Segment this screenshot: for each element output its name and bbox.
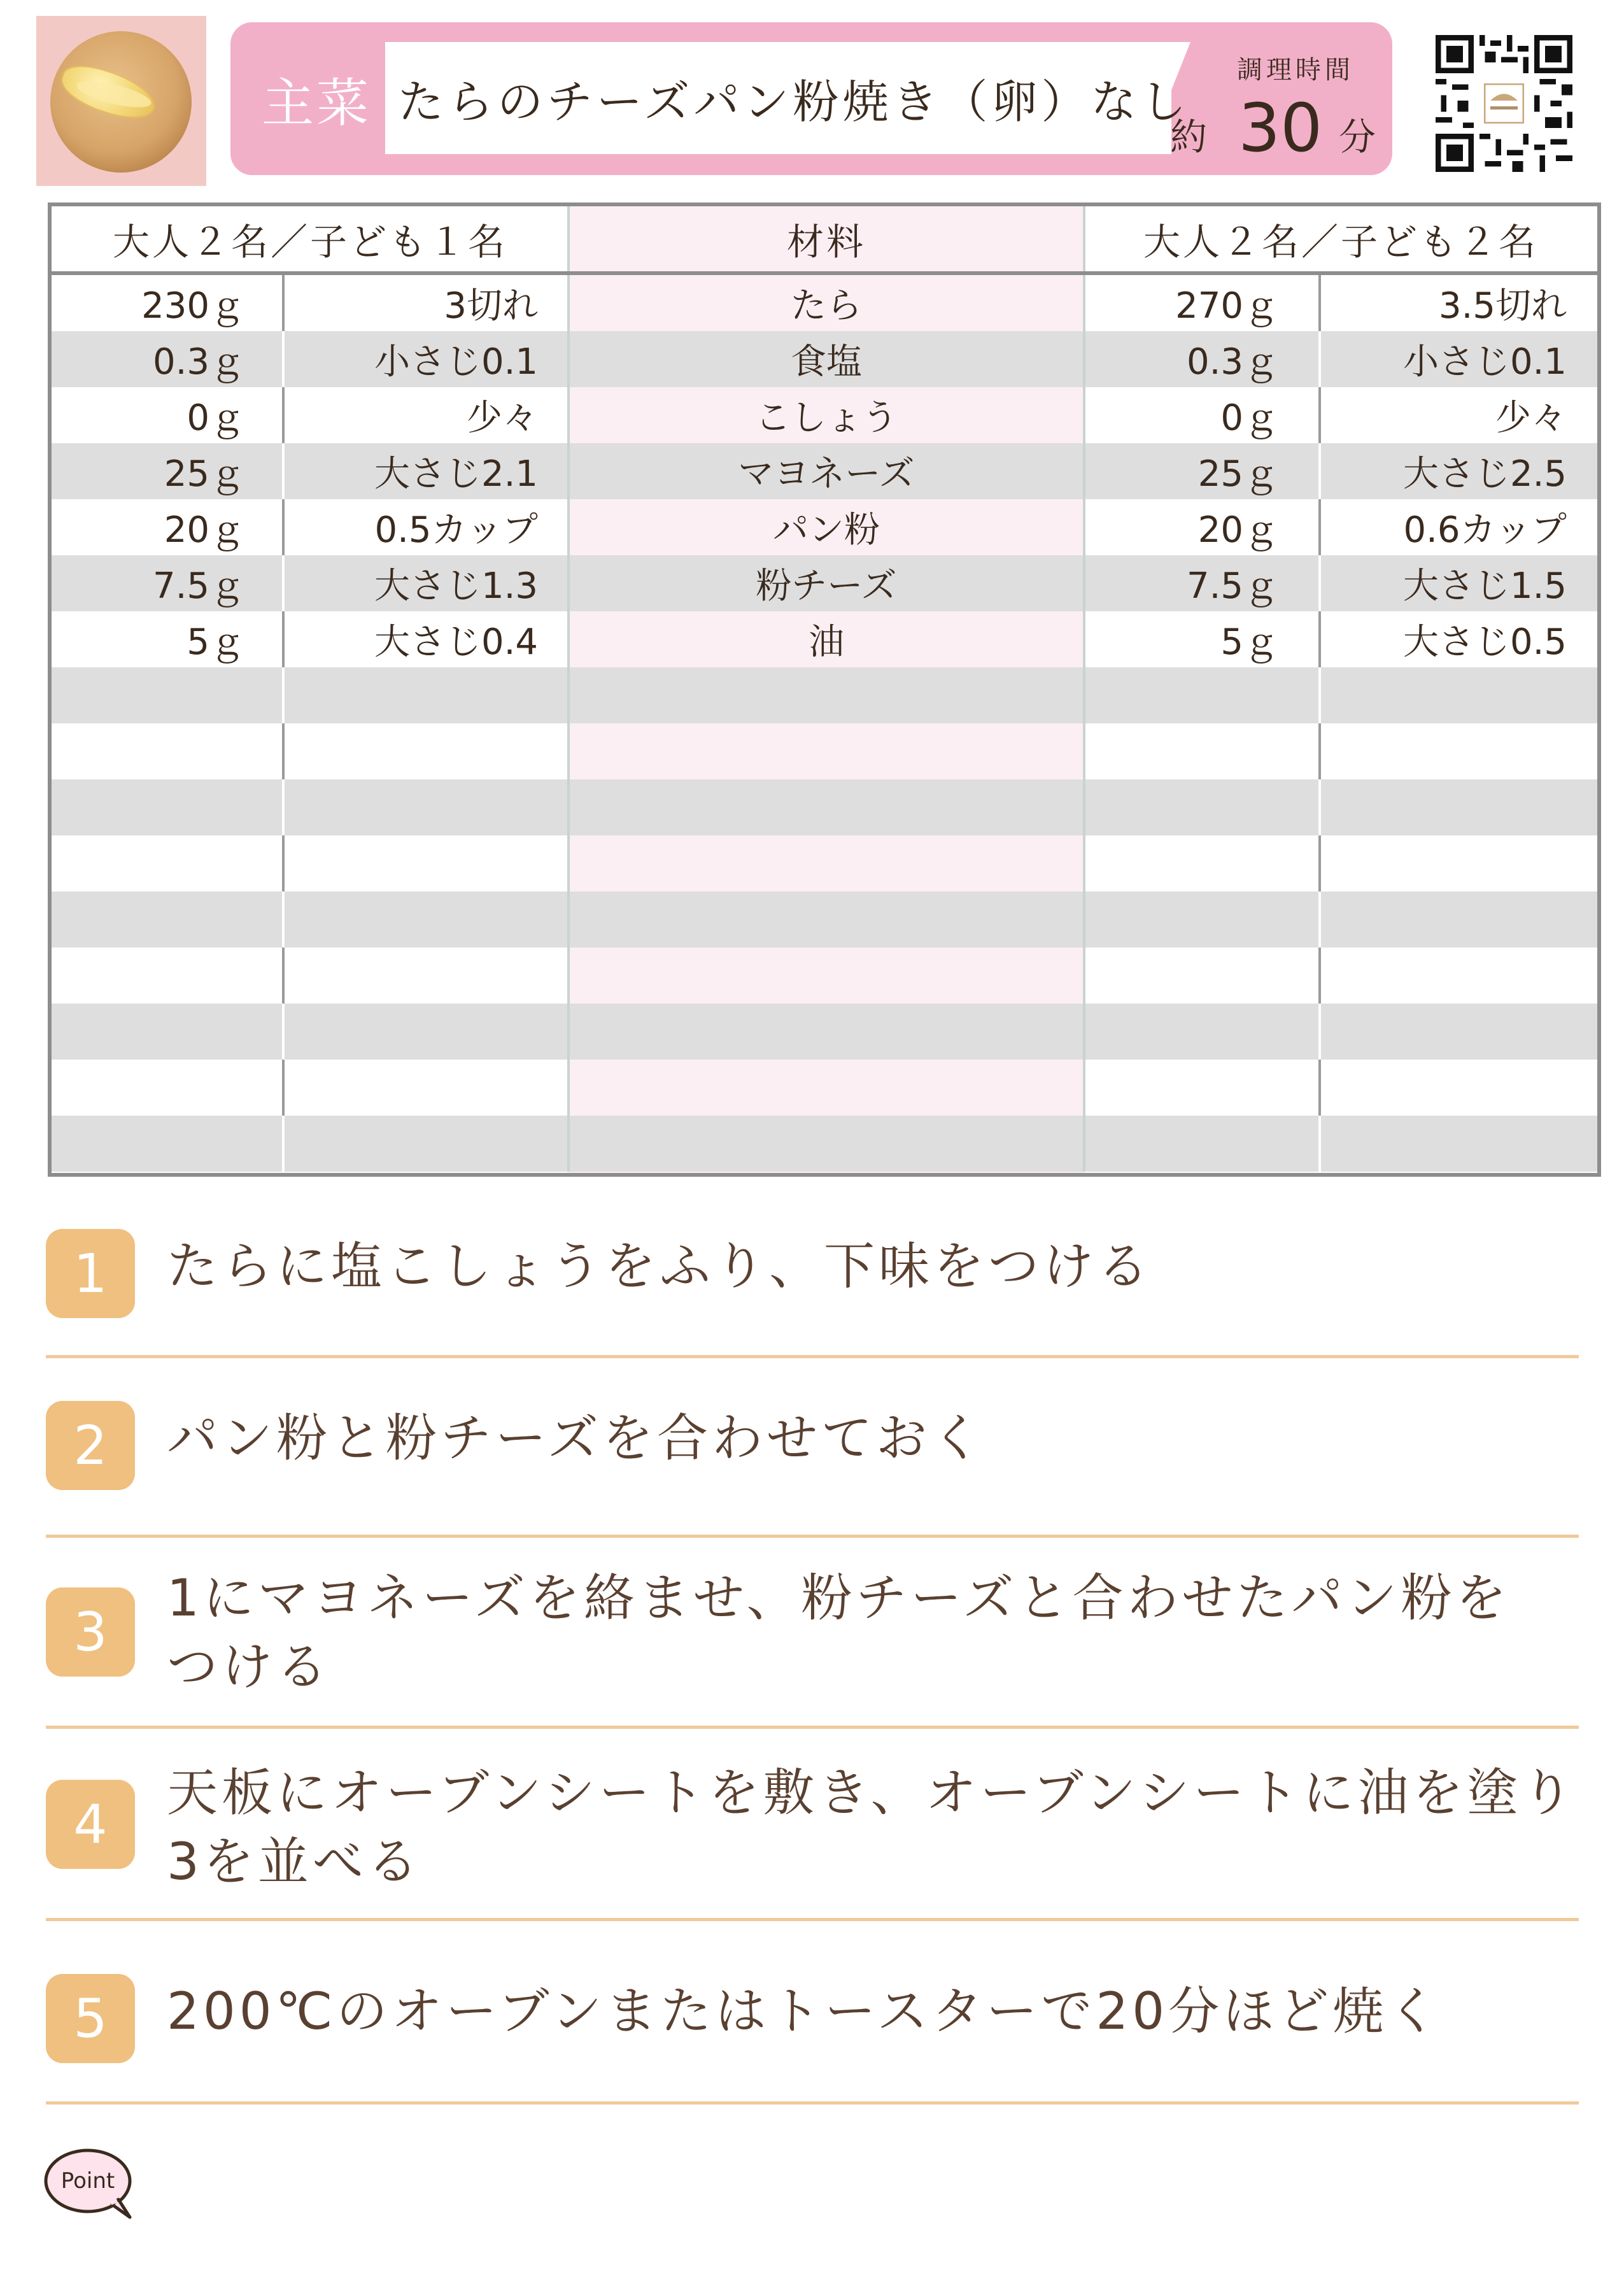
weight-2children-cell [1084, 1060, 1318, 1116]
qr-code-icon[interactable] [1436, 35, 1572, 172]
measure-2children-cell: 3.5切れ [1438, 285, 1567, 327]
weight-1child-cell [52, 779, 282, 835]
ingredient-name-cell [568, 1004, 1084, 1060]
step-text-line: つける [167, 1637, 331, 1696]
table-row [52, 331, 1597, 387]
weight-1child-cell: 25ｇ [164, 453, 245, 495]
measure-2children-cell: 少々 [1495, 397, 1567, 439]
cook-time-approx: 約 [1170, 115, 1208, 159]
table-row [52, 499, 1597, 555]
weight-2children-cell [1084, 1004, 1318, 1060]
step-text [167, 1404, 1586, 1473]
ingredient-name-cell [568, 779, 1084, 835]
ingredient-name-cell: こしょう [755, 397, 898, 439]
ingredient-name-cell [568, 891, 1084, 948]
measure-2children-cell: 大さじ0.5 [1402, 621, 1567, 663]
step-number-badge: 3 [46, 1587, 135, 1677]
ingredient-name-cell [568, 948, 1084, 1004]
measure-2children-cell [1321, 1004, 1597, 1060]
step-number-badge: 2 [46, 1401, 135, 1490]
measure-2children-cell [1321, 891, 1597, 948]
dish-photo [36, 16, 206, 186]
measure-1child-cell [285, 1116, 568, 1172]
measure-2children-cell [1321, 1116, 1597, 1172]
weight-2children-cell [1084, 948, 1318, 1004]
table-row [52, 611, 1597, 667]
ingredient-name-cell: マヨネーズ [568, 443, 1084, 499]
weight-1child-cell [52, 1060, 282, 1116]
measure-1child-cell [285, 723, 568, 779]
ingredient-name-cell [568, 723, 1084, 779]
weight-1child-cell [52, 667, 282, 723]
step-text-line: パン粉と粉チーズを合わせておく [167, 1409, 985, 1468]
measure-2children-cell [1321, 723, 1597, 779]
measure-2children-cell: 0.6カップ [1403, 509, 1567, 551]
weight-2children-cell: 5ｇ [1220, 621, 1279, 663]
table-row [52, 555, 1597, 611]
weight-1child-cell: 0.3ｇ [152, 341, 245, 383]
weight-2children-cell [1084, 779, 1318, 835]
step-text-line: 天板にオーブンシートを敷き、オーブンシートに油を塗り [167, 1763, 1577, 1822]
table-row [52, 835, 1597, 891]
step-number-badge: 1 [46, 1229, 135, 1318]
weight-1child-cell: 230ｇ [141, 285, 245, 327]
measure-2children-cell [1321, 835, 1597, 891]
weight-1child-cell [52, 948, 282, 1004]
weight-1child-cell [52, 1116, 282, 1172]
table-row [52, 948, 1597, 1004]
step-number-badge: 5 [46, 1974, 135, 2063]
weight-1child-cell [52, 891, 282, 948]
weight-1child-cell: 7.5ｇ [152, 565, 245, 607]
step-divider [46, 1726, 1579, 1729]
table-row [52, 779, 1597, 835]
weight-2children-cell [1084, 835, 1318, 891]
cook-time-value: 30 [1238, 89, 1323, 167]
header-ingredients: 材料 [786, 220, 866, 264]
step-divider [46, 1535, 1579, 1538]
measure-1child-cell [285, 891, 568, 948]
step-divider [46, 1355, 1579, 1358]
weight-2children-cell: 7.5ｇ [1186, 565, 1279, 607]
weight-1child-cell: 0ｇ [187, 397, 245, 439]
table-row [52, 275, 1597, 331]
measure-1child-cell: 少々 [467, 397, 538, 439]
ingredient-name-cell: 粉チーズ [568, 555, 1084, 611]
table-row [52, 891, 1597, 948]
ingredient-name-cell: 食塩 [568, 331, 1084, 387]
step-text-line: 1にマヨネーズを絡ませ、粉チーズと合わせたパン粉を [167, 1568, 1511, 1628]
measure-1child-cell: 3切れ [444, 285, 538, 327]
weight-2children-cell: 270ｇ [1175, 285, 1279, 327]
measure-2children-cell [1321, 667, 1597, 723]
header-2adults-2children: 大人２名／子ども２名 [1143, 220, 1538, 264]
measure-1child-cell [285, 779, 568, 835]
weight-1child-cell [52, 723, 282, 779]
step-divider [46, 2101, 1579, 2105]
weight-2children-cell: 25ｇ [1197, 453, 1279, 495]
table-row [52, 1060, 1597, 1116]
ingredient-name-cell: たら [791, 285, 862, 327]
table-row [52, 723, 1597, 779]
step-text-line: 200℃のオーブンまたはトースターで20分ほど焼く [167, 1982, 1443, 2041]
measure-1child-cell [285, 948, 568, 1004]
measure-1child-cell [285, 1004, 568, 1060]
cook-time-label: 調理時間 [1237, 55, 1354, 85]
measure-2children-cell [1321, 1060, 1597, 1116]
measure-2children-cell [1321, 948, 1597, 1004]
weight-2children-cell [1084, 667, 1318, 723]
weight-1child-cell [52, 1004, 282, 1060]
measure-1child-cell: 0.5カップ [374, 509, 538, 551]
cook-time-unit: 分 [1339, 115, 1376, 159]
ingredient-name-cell: 油 [808, 621, 844, 663]
ingredient-name-cell: パン粉 [773, 509, 880, 551]
weight-1child-cell: 20ｇ [164, 509, 245, 551]
weight-2children-cell [1084, 891, 1318, 948]
table-row [52, 443, 1597, 499]
ingredient-name-cell [568, 1116, 1084, 1172]
step-text [167, 1564, 1586, 1701]
measure-1child-cell: 大さじ0.4 [374, 621, 538, 663]
measure-1child-cell [285, 1060, 568, 1116]
table-row [52, 667, 1597, 723]
step-text-line: 3を並べる [167, 1832, 422, 1891]
table-row [52, 1004, 1597, 1060]
recipe-title: たらのチーズパン粉焼き（卵）なし [398, 75, 1190, 129]
measure-1child-cell [285, 835, 568, 891]
table-header [52, 206, 1597, 275]
point-label: Point [60, 2168, 115, 2194]
step-number-badge: 4 [46, 1780, 135, 1869]
measure-2children-cell: 大さじ2.5 [1402, 453, 1567, 495]
weight-2children-cell: 0.3ｇ [1186, 341, 1279, 383]
measure-1child-cell: 大さじ2.1 [374, 453, 538, 495]
step-divider [46, 1918, 1579, 1921]
step-text [167, 1977, 1586, 2046]
ingredient-table [48, 202, 1601, 1177]
ingredient-name-cell [568, 835, 1084, 891]
weight-1child-cell: 5ｇ [187, 621, 245, 663]
weight-2children-cell: 20ｇ [1197, 509, 1279, 551]
table-row [52, 387, 1597, 443]
weight-2children-cell: 0ｇ [1220, 397, 1279, 439]
ingredient-name-cell [568, 1060, 1084, 1116]
ingredient-name-cell [568, 667, 1084, 723]
weight-1child-cell [52, 835, 282, 891]
step-text [167, 1232, 1586, 1301]
point-bubble-icon [42, 2146, 141, 2221]
step-text [167, 1759, 1586, 1896]
measure-1child-cell: 小さじ0.1 [374, 341, 538, 383]
category-label: 主菜 [261, 73, 371, 134]
table-row [52, 1116, 1597, 1172]
measure-1child-cell: 大さじ1.3 [374, 565, 538, 607]
measure-2children-cell: 小さじ0.1 [1402, 341, 1567, 383]
measure-2children-cell [1321, 779, 1597, 835]
weight-2children-cell [1084, 1116, 1318, 1172]
measure-1child-cell [285, 667, 568, 723]
measure-2children-cell: 大さじ1.5 [1402, 565, 1567, 607]
step-text-line: たらに塩こしょうをふり、下味をつける [167, 1237, 1152, 1296]
header-2adults-1child: 大人２名／子ども１名 [112, 220, 507, 264]
weight-2children-cell [1084, 723, 1318, 779]
